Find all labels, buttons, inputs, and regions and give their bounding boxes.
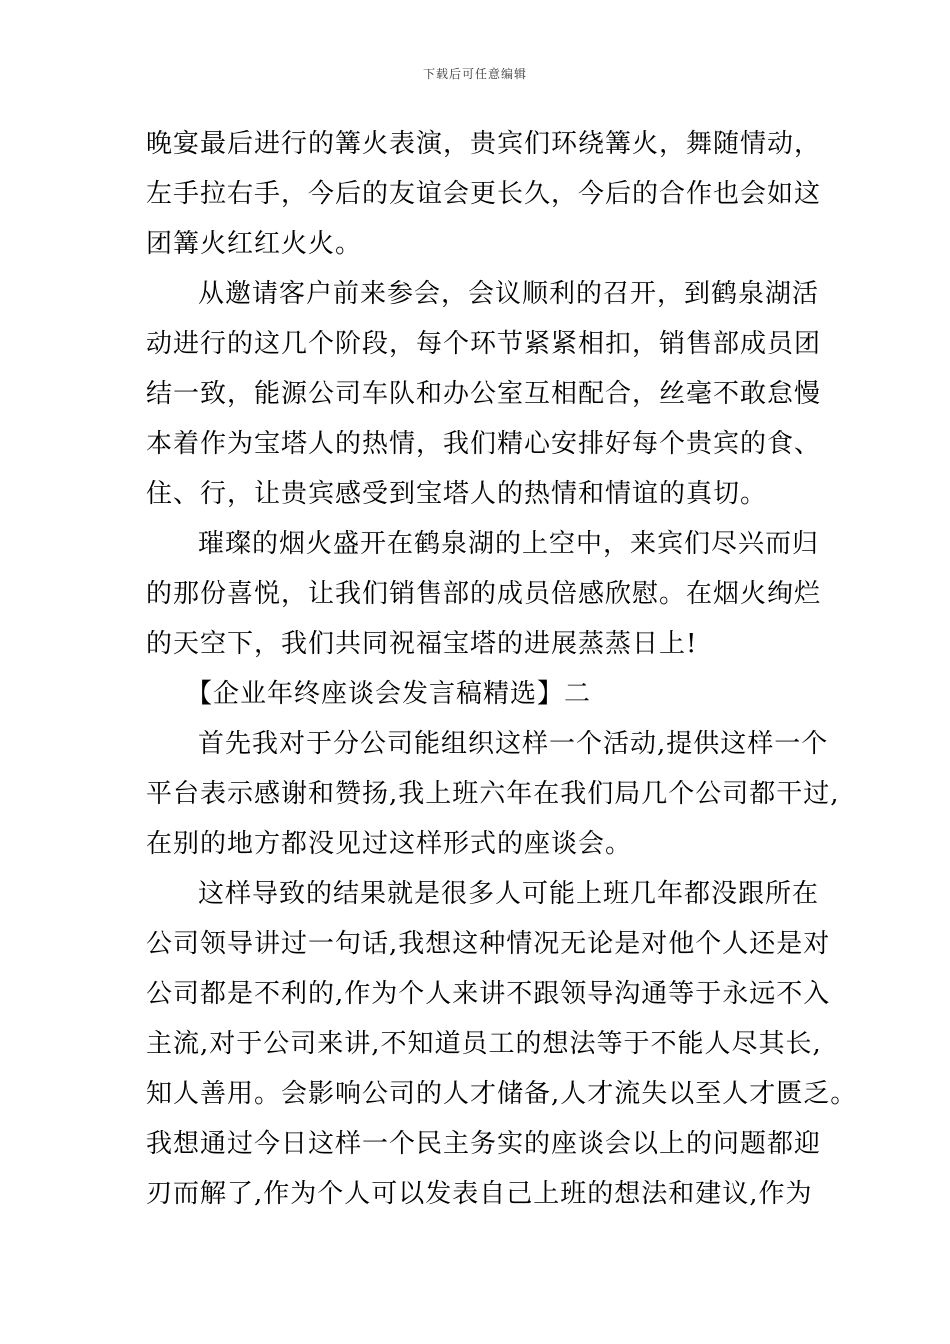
text-line: 结一致，能源公司车队和办公室互相配合，丝毫不敢怠慢 bbox=[146, 379, 822, 409]
text-line: 知人善用。会影响公司的人才储备,人才流失以至人才匮乏。 bbox=[146, 1079, 858, 1109]
text-line: 的那份喜悦，让我们销售部的成员倍感欣慰。在烟火绚烂 bbox=[146, 579, 822, 609]
text-line: 晚宴最后进行的篝火表演，贵宾们环绕篝火，舞随情动， bbox=[146, 129, 822, 159]
page-header: 下载后可任意编辑 bbox=[422, 67, 527, 81]
text-line: 公司都是不利的,作为个人来讲不跟领导沟通等于永远不入 bbox=[146, 979, 831, 1009]
text-line: 住、行，让贵宾感受到宝塔人的热情和情谊的真切。 bbox=[146, 479, 768, 509]
text-line: 动进行的这几个阶段，每个环节紧紧相扣，销售部成员团 bbox=[146, 329, 822, 359]
text-line: 从邀请客户前来参会，会议顺利的召开，到鹤泉湖活 bbox=[198, 279, 820, 309]
text-line: 在别的地方都没见过这样形式的座谈会。 bbox=[146, 829, 633, 859]
text-line: 公司领导讲过一句话,我想这种情况无论是对他个人还是对 bbox=[146, 929, 831, 959]
section-heading: 【企业年终座谈会发言稿精选】二 bbox=[186, 679, 592, 709]
text-line: 我想通过今日这样一个民主务实的座谈会以上的问题都迎 bbox=[146, 1129, 822, 1159]
text-line: 璀璨的烟火盛开在鹤泉湖的上空中，来宾们尽兴而归 bbox=[198, 529, 820, 559]
text-line: 主流,对于公司来讲,不知道员工的想法等于不能人尽其长, bbox=[146, 1029, 822, 1059]
text-line: 平台表示感谢和赞扬,我上班六年在我们局几个公司都干过, bbox=[146, 779, 840, 809]
text-line: 刃而解了,作为个人可以发表自己上班的想法和建议,作为 bbox=[146, 1179, 813, 1209]
text-line: 团篝火红红火火。 bbox=[146, 229, 363, 259]
text-line: 本着作为宝塔人的热情，我们精心安排好每个贵宾的食、 bbox=[146, 429, 822, 459]
text-line: 这样导致的结果就是很多人可能上班几年都没跟所在 bbox=[198, 879, 820, 909]
text-line: 的天空下，我们共同祝福宝塔的进展蒸蒸日上! bbox=[146, 629, 698, 659]
text-line: 首先我对于分公司能组织这样一个活动,提供这样一个 bbox=[198, 729, 829, 759]
text-line: 左手拉右手，今后的友谊会更长久，今后的合作也会如这 bbox=[146, 179, 822, 209]
